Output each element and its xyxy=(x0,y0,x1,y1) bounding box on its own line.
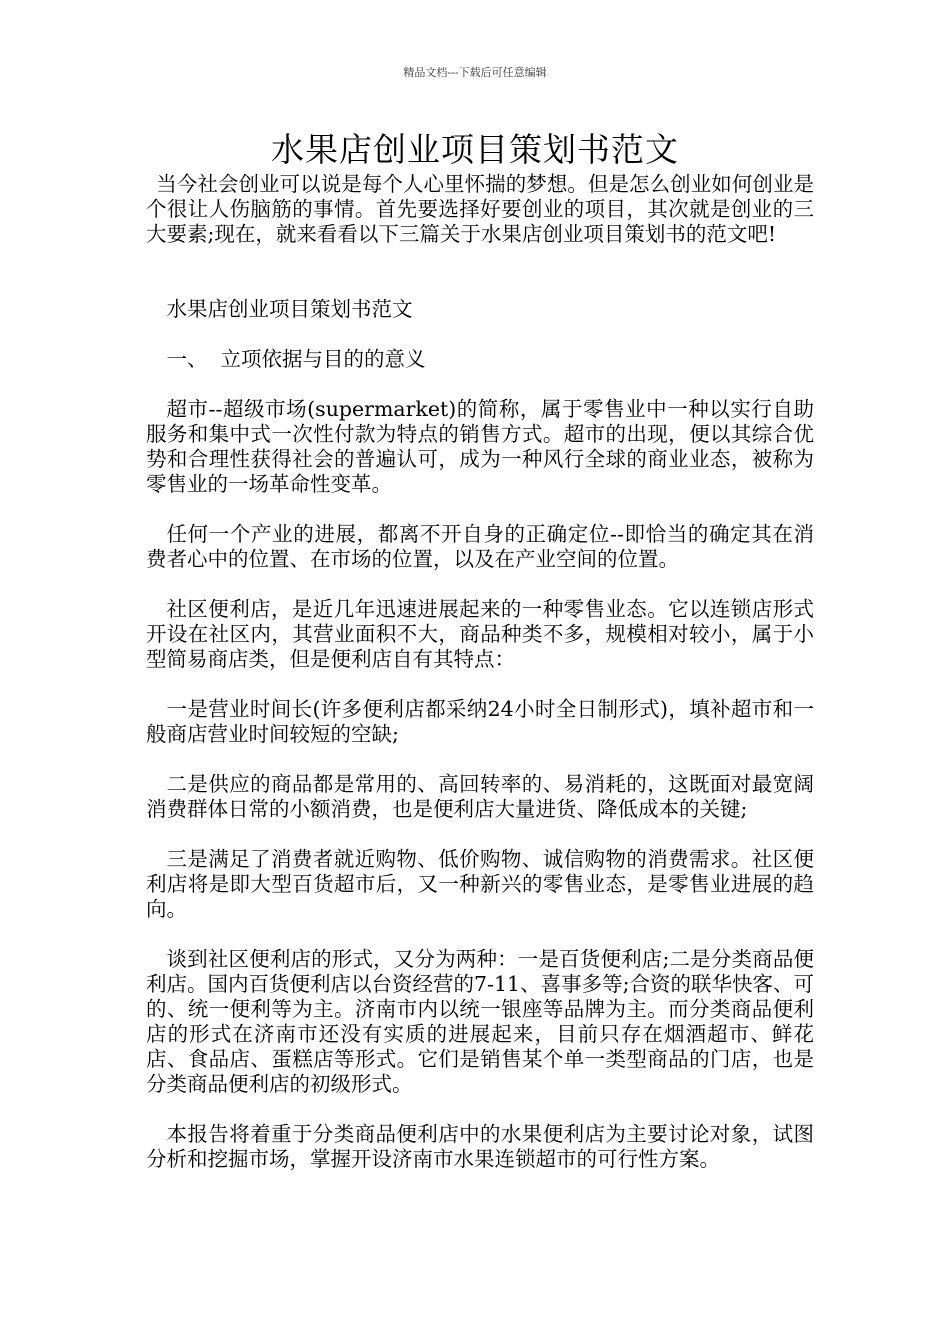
body-paragraph: 一是营业时间长(许多便利店都采纳24小时全日制形式)，填补超市和一般商店营业时间较短的空缺; xyxy=(146,697,814,746)
section-heading: 一、 立项依据与目的的意义 xyxy=(166,347,426,371)
body-paragraph: 超市--超级市场(supermarket)的简称，属于零售业中一种以实行自助服务和集中式一次性付款为特点的销售方式。超市的出现，便以其综合优势和合理性获得社会的普遍认可，成为一种风行全球的商业业态，被称为零售业的一场革命性变革。 xyxy=(146,397,814,496)
body-paragraph: 本报告将着重于分类商品便利店中的水果便利店为主要讨论对象，试图分析和挖掘市场，掌握开设济南市水果连锁超市的可行性方案。 xyxy=(146,1122,814,1171)
section-subtitle: 水果店创业项目策划书范文 xyxy=(166,297,413,321)
document-title: 水果店创业项目策划书范文 xyxy=(271,130,679,169)
body-paragraph: 谈到社区便利店的形式，又分为两种：一是百货便利店;二是分类商品便利店。国内百货便利店以台资经营的7-11、喜事多等;合资的联华快客、可的、统一便利等为主。济南市内以统一银座等品牌为主。而分类商品便利店的形式在济南市还没有实质的进展起来，目前只存在烟酒超市、鲜花店、食品店、蛋糕店等形式。它们是销售某个单一类型商品的门店，也是分类商品便利店的初级形式。 xyxy=(146,947,814,1096)
document-body xyxy=(146,172,814,1172)
body-paragraph: 任何一个产业的进展，都离不开自身的正确定位--即恰当的确定其在消费者心中的位置、在市场的位置，以及在产业空间的位置。 xyxy=(146,522,814,571)
intro-paragraph: 当今社会创业可以说是每个人心里怀揣的梦想。但是怎么创业如何创业是个很让人伤脑筋的事情。首先要选择好要创业的项目，其次就是创业的三大要素;现在，就来看看以下三篇关于水果店创业项目策划书的范文吧! xyxy=(146,172,814,246)
body-paragraph: 社区便利店，是近几年迅速进展起来的一种零售业态。它以连锁店形式开设在社区内，其营业面积不大，商品种类不多，规模相对较小，属于小型简易商店类，但是便利店自有其特点： xyxy=(146,597,814,671)
body-paragraph: 二是供应的商品都是常用的、高回转率的、易消耗的，这既面对最宽阔消费群体日常的小额消费，也是便利店大量进货、降低成本的关键; xyxy=(146,772,814,821)
body-paragraph: 三是满足了消费者就近购物、低价购物、诚信购物的消费需求。社区便利店将是即大型百货超市后，又一种新兴的零售业态，是零售业进展的趋向。 xyxy=(146,847,814,921)
page-header: 精品文档---下载后可任意编辑 xyxy=(403,66,547,79)
